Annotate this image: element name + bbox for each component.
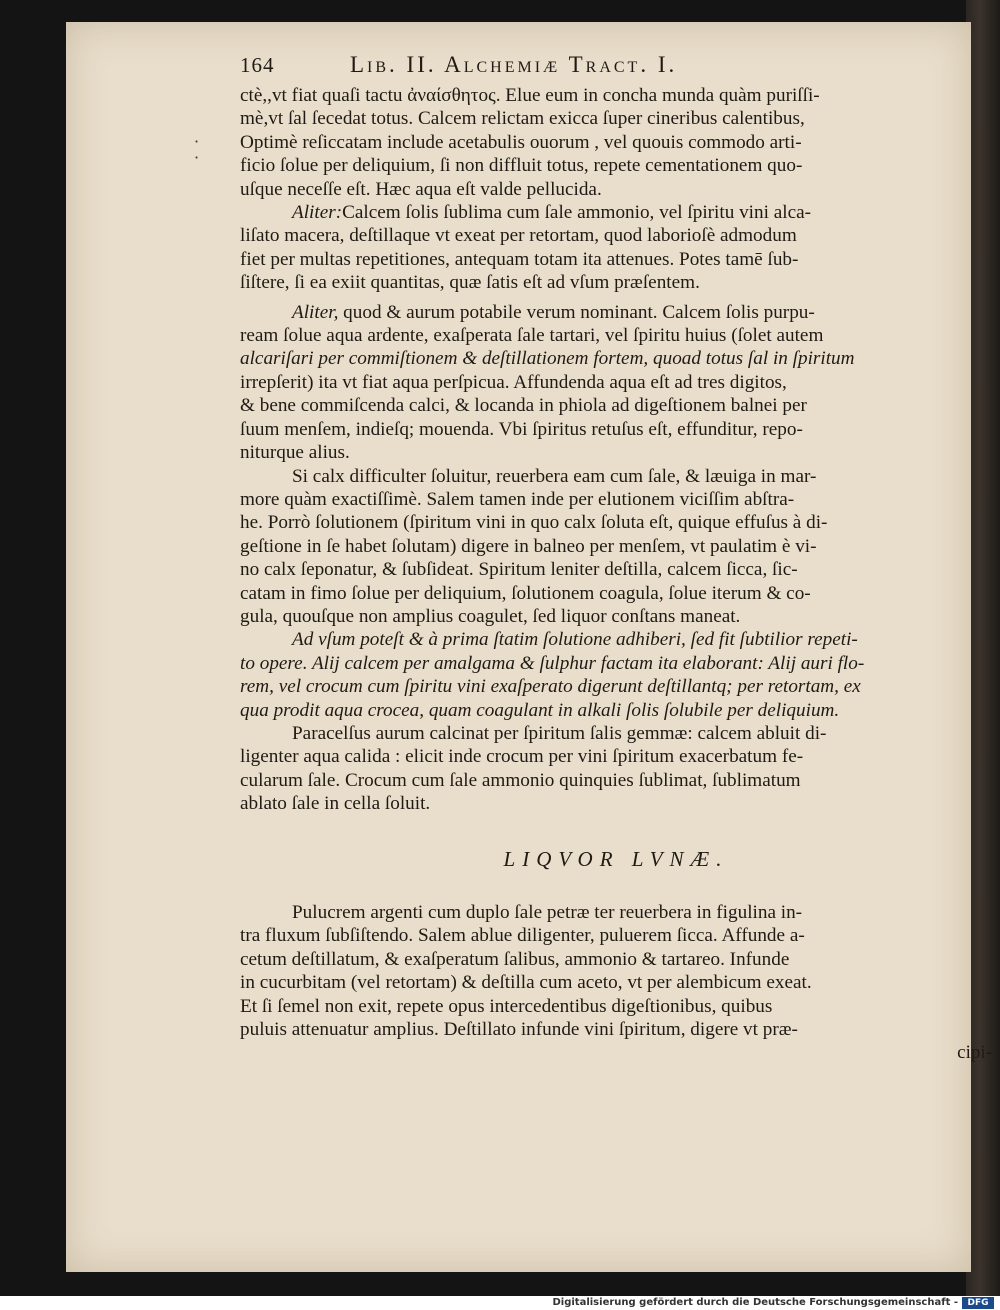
margin-mark: · bbox=[194, 132, 200, 151]
text-line: mè,vt ſal ſecedat totus. Calcem relictam exicca ſuper cineribus calentibus, bbox=[240, 108, 805, 130]
text-line: to opere. Alij calcem per amalgama & ſulphur factam ita elaborant: Alij auri flo- bbox=[240, 652, 865, 674]
text-line: irrepſerit) ita vt fiat aqua perſpicua. Affundenda aqua eſt ad tres digitos, bbox=[240, 371, 787, 393]
text-line: Et ſi ſemel non exit, repete opus intercedentibus digeſtionibus, quibus bbox=[240, 995, 773, 1017]
text-line: he. Porrò ſolutionem (ſpiritum vini in quo calx ſoluta eſt, quique effuſus à di- bbox=[240, 512, 828, 534]
text-line: ſuum menſem, indieſq; mouenda. Vbi ſpiritus retuſus eſt, effunditur, repo- bbox=[240, 418, 803, 440]
paragraph-lead: Aliter: bbox=[292, 202, 343, 224]
text-line: uſque neceſſe eſt. Hæc aqua eſt valde pellucida. bbox=[240, 178, 602, 200]
text-line: rem, vel crocum cum ſpiritu vini exaſperato digerunt deſtillantq; per retortam, ex bbox=[240, 676, 861, 698]
text-line: ſiſtere, ſi ea exiit quantitas, quæ ſatis eſt ad vſum præſentem. bbox=[240, 272, 700, 294]
body-text bbox=[240, 84, 992, 1064]
text-line: geſtione in ſe habet ſolutam) digere in balneo per menſem, vt paulatim è vi- bbox=[240, 535, 817, 557]
paragraph bbox=[240, 628, 992, 722]
text-line: Pulucrem argenti cum duplo ſale petræ ter reuerbera in figulina in- bbox=[292, 902, 803, 923]
text-line: Paracelſus aurum calcinat per ſpiritum ſalis gemmæ: calcem abluit di- bbox=[292, 722, 827, 744]
text-line: ficio ſolue per deliquium, ſi non diffluit totus, repete cementationem quo- bbox=[240, 155, 803, 177]
paragraph bbox=[240, 722, 992, 816]
text-line: ligenter aqua calida : elicit inde crocum per vini ſpiritum exacerbatum fe- bbox=[240, 746, 804, 768]
paragraph bbox=[240, 301, 992, 465]
section-heading: LIQVOR LVNÆ. bbox=[503, 846, 729, 871]
text-line: liſato macera, deſtillaque vt exeat per retortam, quod laborioſè admodum bbox=[240, 225, 797, 247]
text-line: Calcem ſolis ſublima cum ſale ammonio, vel ſpiritu vini alca- bbox=[342, 202, 812, 224]
footer-bar bbox=[0, 1296, 1000, 1310]
text-line: qua prodit aqua crocea, quam coagulant in alkali ſolis ſolubile per deliquium. bbox=[240, 699, 840, 721]
running-title: Lib. II. Alchemiæ Tract. I. bbox=[350, 52, 678, 77]
text-line: alcariſari per commiſtionem & deſtillationem fortem, quoad totus ſal in ſpiritum bbox=[240, 348, 855, 370]
paragraph bbox=[240, 201, 992, 295]
running-head bbox=[240, 52, 992, 84]
text-line: ablato ſale in cella ſoluit. bbox=[240, 793, 431, 815]
paragraph bbox=[240, 901, 992, 1041]
catchword: cipi- bbox=[957, 1042, 992, 1064]
text-line: in cucurbitam (vel retortam) & deſtilla cum aceto, vt per alembicum exeat. bbox=[240, 972, 812, 994]
text-line: more quàm exactiſſimè. Salem tamen inde per elutionem viciſſim abſtra- bbox=[240, 488, 795, 510]
text-line: puluis attenuatur amplius. Deſtillato infunde vini ſpiritum, digere vt præ- bbox=[240, 1019, 798, 1041]
margin-mark: · bbox=[194, 148, 200, 167]
text-line: Optimè reſiccatam include acetabulis ouorum , vel quouis commodo arti- bbox=[240, 131, 802, 153]
text-line: no calx ſeponatur, & ſubſideat. Spiritum leniter deſtilla, calcem ſicca, ſic- bbox=[240, 559, 798, 581]
text-line: tra fluxum ſubſiſtendo. Salem ablue diligenter, puluerem ſicca. Affunde a- bbox=[240, 925, 805, 947]
page-content bbox=[240, 52, 992, 1064]
paragraph-lead: Aliter, bbox=[292, 301, 339, 323]
text-line: quod & aurum potabile verum nominant. Calcem ſolis purpu- bbox=[338, 301, 815, 323]
page-number: 164 bbox=[240, 53, 275, 77]
book-page bbox=[66, 22, 992, 1272]
text-line: fiet per multas repetitiones, antequam totam ita attenues. Potes tamē ſub- bbox=[240, 248, 799, 270]
text-line: cularum ſale. Crocum cum ſale ammonio quinquies ſublimat, ſublimatum bbox=[240, 769, 801, 791]
funding-credit: Digitalisierung gefördert durch die Deutsche Forschungsgemeinschaft - bbox=[552, 1297, 958, 1308]
paragraph bbox=[240, 84, 992, 201]
margin-marks bbox=[194, 134, 199, 166]
text-line: ream ſolue aqua ardente, exaſperata ſale tartari, vel ſpiritu huius (ſolet autem bbox=[240, 325, 824, 347]
text-line: Ad vſum poteſt & à prima ſtatim ſolutione adhiberi, ſed fit ſubtilior repeti- bbox=[292, 629, 858, 651]
paragraph bbox=[240, 465, 992, 629]
text-line: ctè,,vt fiat quaſi tactu ἀναίσθητος. Elue eum in concha munda quàm puriſſi- bbox=[240, 85, 820, 106]
text-line: catam in fimo ſolue per deliquium, ſolutionem coagula, ſolue iterum & co- bbox=[240, 582, 811, 604]
text-line: cetum deſtillatum, & exaſperatum ſalibus, ammonio & tartareo. Infunde bbox=[240, 948, 790, 970]
text-line: & bene commiſcenda calci, & locanda in phiola ad digeſtionem balnei per bbox=[240, 395, 807, 417]
text-line: niturque alius. bbox=[240, 442, 350, 464]
text-line: Si calx difficulter ſoluitur, reuerbera eam cum ſale, & læuiga in mar- bbox=[292, 465, 817, 487]
text-line: gula, quouſque non amplius coagulet, ſed liquor conſtans maneat. bbox=[240, 605, 741, 627]
dfg-logo-icon: DFG bbox=[962, 1297, 994, 1309]
